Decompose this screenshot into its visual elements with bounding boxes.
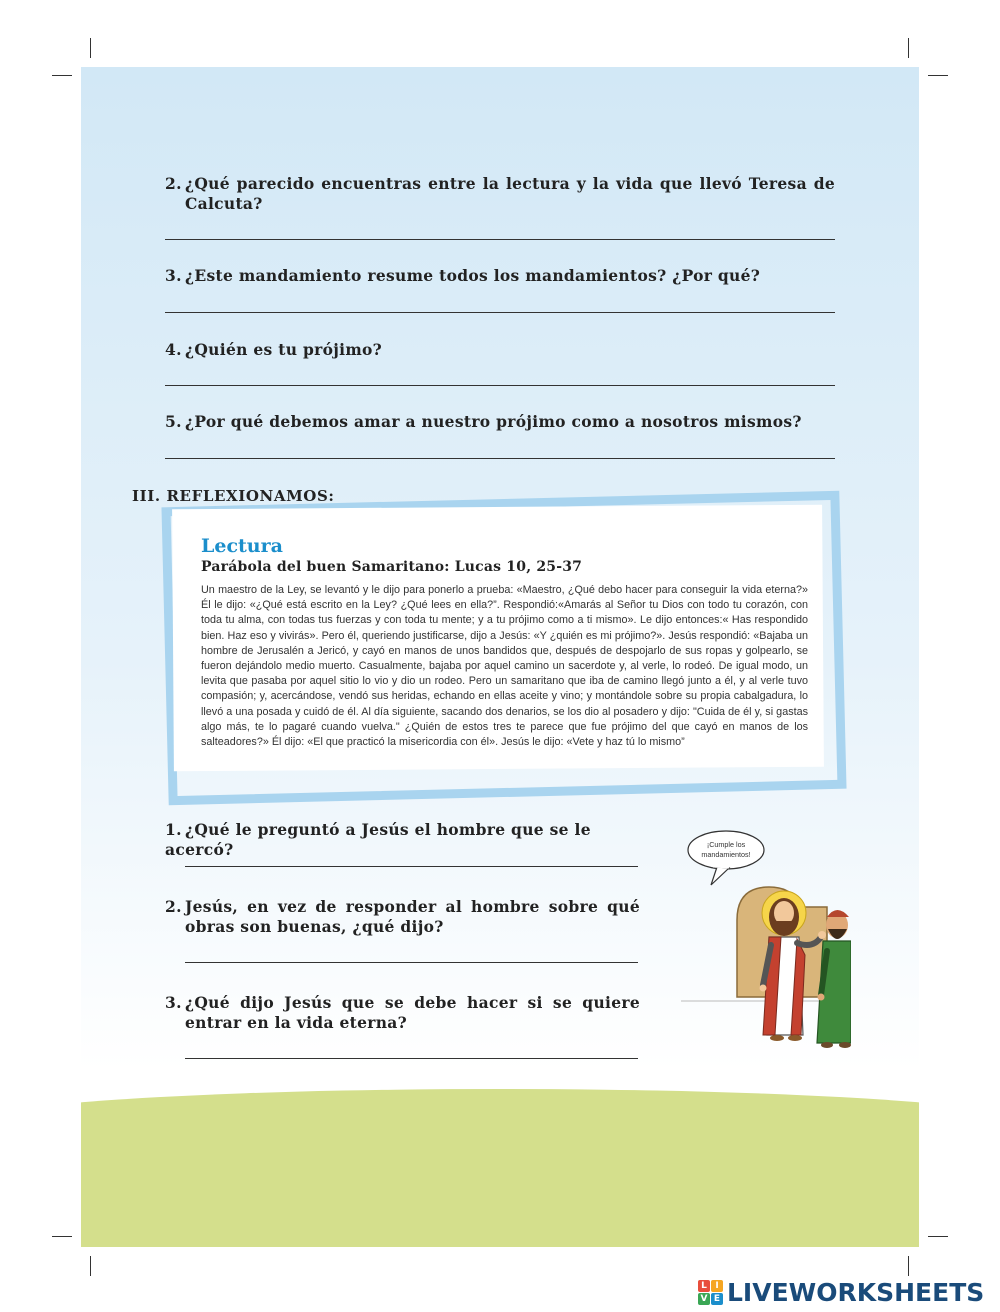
answer-line-1[interactable] <box>185 866 638 867</box>
logo-mark-letter: L <box>698 1280 710 1292</box>
crop-mark <box>52 1236 72 1237</box>
question-text: ¿Quién es tu prójimo? <box>185 340 383 359</box>
liveworksheets-logo[interactable] <box>698 1278 984 1307</box>
question-text: ¿Por qué debemos amar a nuestro prójimo como a nosotros mismos? <box>185 412 802 431</box>
crop-mark <box>52 75 72 76</box>
question-1 <box>165 820 645 860</box>
crop-mark <box>90 1256 91 1276</box>
crop-mark <box>928 1236 948 1237</box>
logo-mark-icon <box>698 1280 723 1305</box>
speech-text-1: ¡Cumple los <box>706 840 746 849</box>
question-number: 3. <box>165 993 182 1012</box>
question-3 <box>165 266 835 286</box>
green-hill-background <box>81 1089 919 1247</box>
question-5 <box>165 412 835 432</box>
question-3b <box>165 993 640 1033</box>
crop-mark <box>90 38 91 58</box>
worksheet-page <box>81 67 919 1247</box>
logo-text: LIVEWORKSHEETS <box>727 1278 985 1307</box>
answer-line-2b[interactable] <box>185 962 638 963</box>
answer-line-2[interactable] <box>165 239 835 240</box>
question-number: 1. <box>165 820 182 839</box>
question-text: Jesús, en vez de responder al hombre sobre qué obras son buenas, ¿qué dijo? <box>185 897 640 936</box>
question-4 <box>165 340 835 360</box>
logo-mark-letter: I <box>711 1280 723 1292</box>
question-text: ¿Este mandamiento resume todos los mandamientos? ¿Por qué? <box>185 266 761 285</box>
section-title: III. REFLEXIONAMOS: <box>132 487 335 505</box>
question-2b <box>165 897 640 937</box>
reading-subtitle: Parábola del buen Samaritano: Lucas 10, 25-37 <box>201 559 583 575</box>
question-text: ¿Qué dijo Jesús que se debe hacer si se quiere entrar en la vida eterna? <box>185 993 640 1032</box>
answer-line-4[interactable] <box>165 385 835 386</box>
question-text: ¿Qué parecido encuentras entre la lectura y la vida que llevó Teresa de Calcuta? <box>185 174 835 213</box>
logo-mark-letter: E <box>711 1293 723 1305</box>
answer-line-5[interactable] <box>165 458 835 459</box>
jesus-and-man-illustration <box>651 825 851 1060</box>
question-2 <box>165 174 835 214</box>
question-number: 2. <box>165 897 182 916</box>
crop-mark <box>928 75 948 76</box>
crop-mark <box>908 1256 909 1276</box>
reading-body: Un maestro de la Ley, se levantó y le dijo para ponerlo a prueba: «Maestro, ¿Qué debo hacer para conseguir la vida eterna?» Él le dijo: «¿Qué está escrito en la Ley? ¿Qué lees en ella?”. Respondió:«Amarás al Señor tu Dios con todo tu corazón, con toda tu alma, con todas tus fuerzas y con toda tu mente; y a tu prójimo como a ti mismo». Le dijo entonces:« Has respondido bien. Haz eso y vivirás». Pero él, queriendo justificarse, dijo a Jesús: «Y ¿quién es mi prójimo?». Jesús respondió: «Bajaba un hombre de Jerusalén a Jericó, y cayó en manos de unos bandidos que, después de despojarlo de sus ropas y golpearlo, se fueron dejándolo medio muerto. Casualmente, bajaba por aquel camino un sacerdote y, al verle, lo rodeó. De igual modo, un levita que pasaba por aquel sitio lo vio y dio un rodeo. Pero un samaritano que iba de camino llegó junto a él, y al verle tuvo compasión; y, acercándose, vendó sus heridas, echando en ellas aceite y vino; y montándole sobre su propia cabalgadura, lo llevó a una posada y cuidó de él. Al día siguiente, sacando dos denarios, se los dio al posadero y dijo: "Cuida de él y, si gastas algo más, te lo pagaré cuando vuelva." ¿Quién de estos tres te parece que fue prójimo del que cayó en manos de los salteadores?» Él dijo: «El que practicó la misericordia con él». Jesús le dijo: «Vete y haz tú lo mismo” <box>201 584 808 749</box>
answer-line-3[interactable] <box>165 312 835 313</box>
question-number: 5. <box>165 412 182 431</box>
speech-text-2: mandamientos! <box>701 850 751 859</box>
question-text: ¿Qué le preguntó a Jesús el hombre que se le acercó? <box>165 820 591 859</box>
question-number: 2. <box>165 174 182 193</box>
crop-mark <box>908 38 909 58</box>
logo-mark-letter: V <box>698 1293 710 1305</box>
answer-line-3b[interactable] <box>185 1058 638 1059</box>
reading-heading: Lectura <box>201 535 283 557</box>
question-number: 4. <box>165 340 182 359</box>
question-number: 3. <box>165 266 182 285</box>
